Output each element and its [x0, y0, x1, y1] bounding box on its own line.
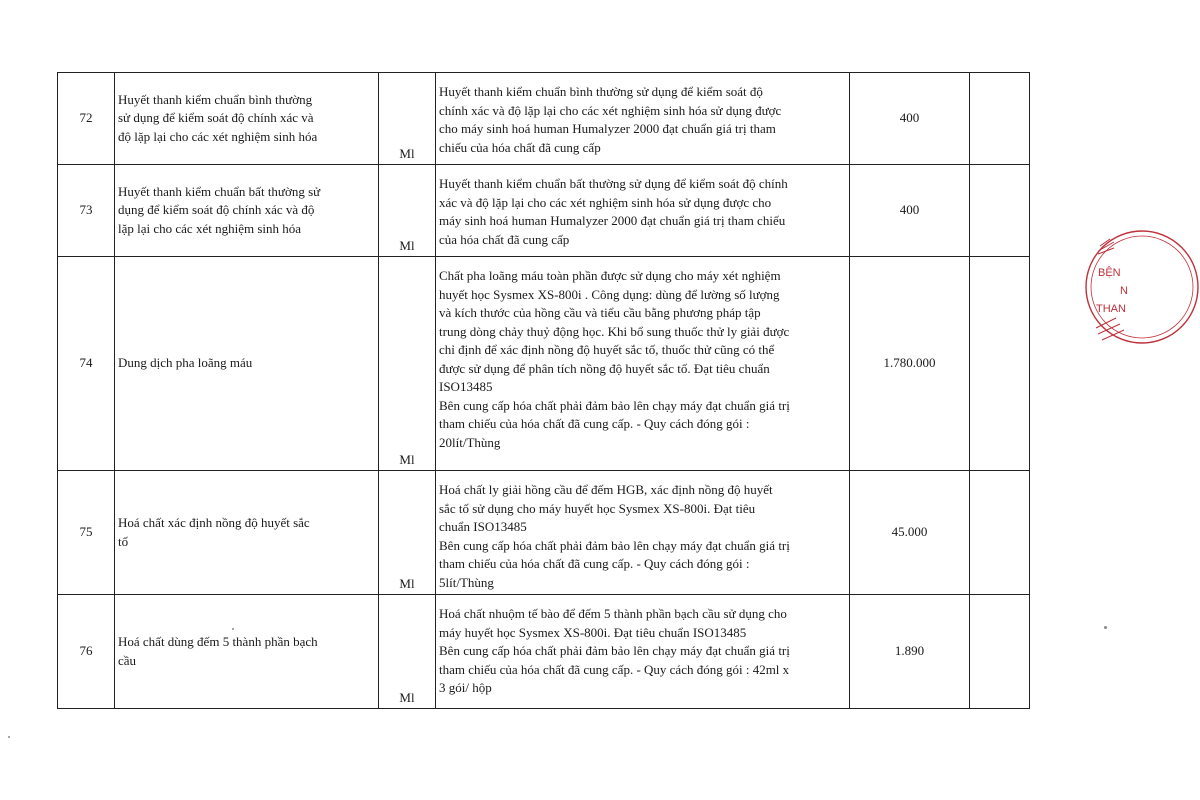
spec-cell — [436, 257, 850, 471]
spec-line: chính xác và độ lặp lại cho các xét nghiệm sinh hóa sử dụng được — [439, 102, 782, 118]
spec-line: huyết học Sysmex XS-800i . Công dụng: dùng để lường số lượng — [439, 286, 780, 302]
note-cell — [970, 257, 1030, 471]
spec-cell — [436, 165, 850, 257]
item-name-line: độ lặp lại cho các xét nghiệm sinh hóa — [118, 128, 318, 144]
item-name-cell — [115, 471, 379, 595]
table-body — [58, 73, 1030, 709]
spec-line: chiếu của hóa chất đã cung cấp — [439, 139, 601, 155]
quantity-cell: 45.000 — [850, 471, 970, 595]
scan-speck — [232, 628, 234, 630]
row-number-cell: 76 — [58, 595, 115, 709]
spec-line: và kích thước của hồng cầu và tiểu cầu bằng phương pháp tập — [439, 305, 761, 320]
supply-table — [57, 72, 1030, 709]
scan-speck — [8, 736, 10, 738]
item-name-line: tố — [118, 533, 129, 549]
quantity-cell: 400 — [850, 165, 970, 257]
quantity-cell: 400 — [850, 73, 970, 165]
spec-line: của hóa chất đã cung cấp — [439, 231, 570, 247]
unit-cell: Ml — [379, 471, 436, 595]
spec-line: Bên cung cấp hóa chất phải đảm bảo lên chạy máy đạt chuẩn giá trị — [439, 643, 790, 658]
item-name-cell — [115, 595, 379, 709]
spec-line: cho máy sinh hoá human Humalyzer 2000 đạt chuẩn giá trị tham — [439, 121, 776, 136]
spec-line: 5lít/Thùng — [439, 574, 494, 590]
scan-speck — [1104, 626, 1107, 629]
spec-line: Bên cung cấp hóa chất phải đảm bảo lên chạy máy đạt chuẩn giá trị — [439, 397, 790, 413]
unit-cell: Ml — [379, 73, 436, 165]
row-number-cell: 74 — [58, 257, 115, 471]
table-row — [58, 73, 1030, 165]
spec-line: Hoá chất nhuộm tế bào để đếm 5 thành phần bạch cầu sử dụng cho — [439, 606, 787, 621]
spec-cell — [436, 471, 850, 595]
spec-line: được sử dụng để phân tích nồng độ huyết sắc tố. Đạt tiêu chuẩn — [439, 360, 770, 376]
item-name-line: dụng để kiểm soát độ chính xác và độ — [118, 202, 315, 218]
spec-line: tham chiếu của hóa chất đã cung cấp. - Quy cách đóng gói : 42ml x — [439, 661, 790, 677]
stamp-text-3: THAN — [1096, 303, 1126, 315]
spec-line: tham chiếu của hóa chất đã cung cấp. - Quy cách đóng gói : — [439, 416, 750, 431]
item-name-line: Hoá chất xác định nồng độ huyết sắc — [118, 515, 310, 530]
item-name-line: lặp lại cho các xét nghiệm sinh hóa — [118, 220, 302, 236]
row-number-cell: 72 — [58, 73, 115, 165]
spec-cell — [436, 595, 850, 709]
spec-line: Huyết thanh kiểm chuẩn bất thường sử dụng để kiểm soát độ chính — [439, 176, 788, 191]
item-name-line: Hoá chất dùng đếm 5 thành phần bạch — [118, 634, 318, 649]
note-cell — [970, 165, 1030, 257]
table-row — [58, 595, 1030, 709]
spec-line: Huyết thanh kiểm chuẩn bình thường sử dụng để kiểm soát độ — [439, 84, 763, 99]
quantity-cell: 1.780.000 — [850, 257, 970, 471]
row-number-cell: 73 — [58, 165, 115, 257]
spec-line: trung dòng chảy thuỷ động học. Khi bổ sung thuốc thử ly giải được — [439, 323, 790, 339]
stamp-text-1: BỆN — [1098, 267, 1121, 279]
item-name-cell — [115, 165, 379, 257]
item-name-line: Huyết thanh kiểm chuẩn bất thường sử — [118, 183, 321, 199]
unit-cell: Ml — [379, 165, 436, 257]
spec-line: máy sinh hoá human Humalyzer 2000 đạt chuẩn giá trị tham chiếu — [439, 213, 786, 228]
item-name-line: sử dụng để kiểm soát độ chính xác và — [118, 110, 314, 126]
spec-line: chỉ định để xác định nồng độ huyết sắc tố, thuốc thử cũng có thể — [439, 342, 775, 357]
red-stamp — [1080, 222, 1200, 352]
spec-line: máy huyết học Sysmex XS-800i. Đạt tiêu chuẩn ISO13485 — [439, 624, 747, 640]
note-cell — [970, 471, 1030, 595]
spec-cell — [436, 73, 850, 165]
spec-line: 20lít/Thùng — [439, 434, 501, 450]
stamp-seal-icon — [1080, 222, 1200, 352]
unit-cell: Ml — [379, 257, 436, 471]
quantity-cell: 1.890 — [850, 595, 970, 709]
item-name-cell — [115, 73, 379, 165]
table-row — [58, 471, 1030, 595]
item-name-line: Huyết thanh kiểm chuẩn bình thường — [118, 91, 313, 107]
spec-line: Bên cung cấp hóa chất phải đảm bảo lên chạy máy đạt chuẩn giá trị — [439, 537, 790, 553]
item-name-cell — [115, 257, 379, 471]
note-cell — [970, 73, 1030, 165]
row-number-cell: 75 — [58, 471, 115, 595]
item-name-line: Dung dịch pha loãng máu — [118, 355, 253, 371]
spec-line: Hoá chất ly giải hồng cầu để đếm HGB, xác định nồng độ huyết — [439, 482, 773, 497]
stamp-text-2: N — [1120, 285, 1128, 297]
item-name-line: cầu — [118, 652, 137, 668]
spec-line: ISO13485 — [439, 379, 493, 394]
spec-line: xác và độ lặp lại cho các xét nghiệm sinh hóa sử dụng được cho — [439, 194, 772, 210]
spec-line: Chất pha loãng máu toàn phần được sử dụng cho máy xét nghiệm — [439, 268, 781, 283]
spec-line: 3 gói/ hộp — [439, 680, 492, 695]
table-row — [58, 257, 1030, 471]
note-cell — [970, 595, 1030, 709]
table-row — [58, 165, 1030, 257]
spec-line: tham chiếu của hóa chất đã cung cấp. - Quy cách đóng gói : — [439, 556, 750, 571]
spec-line: sắc tố sử dụng cho máy huyết học Sysmex XS-800i. Đạt tiêu — [439, 500, 756, 516]
spec-line: chuẩn ISO13485 — [439, 519, 527, 534]
unit-cell: Ml — [379, 595, 436, 709]
